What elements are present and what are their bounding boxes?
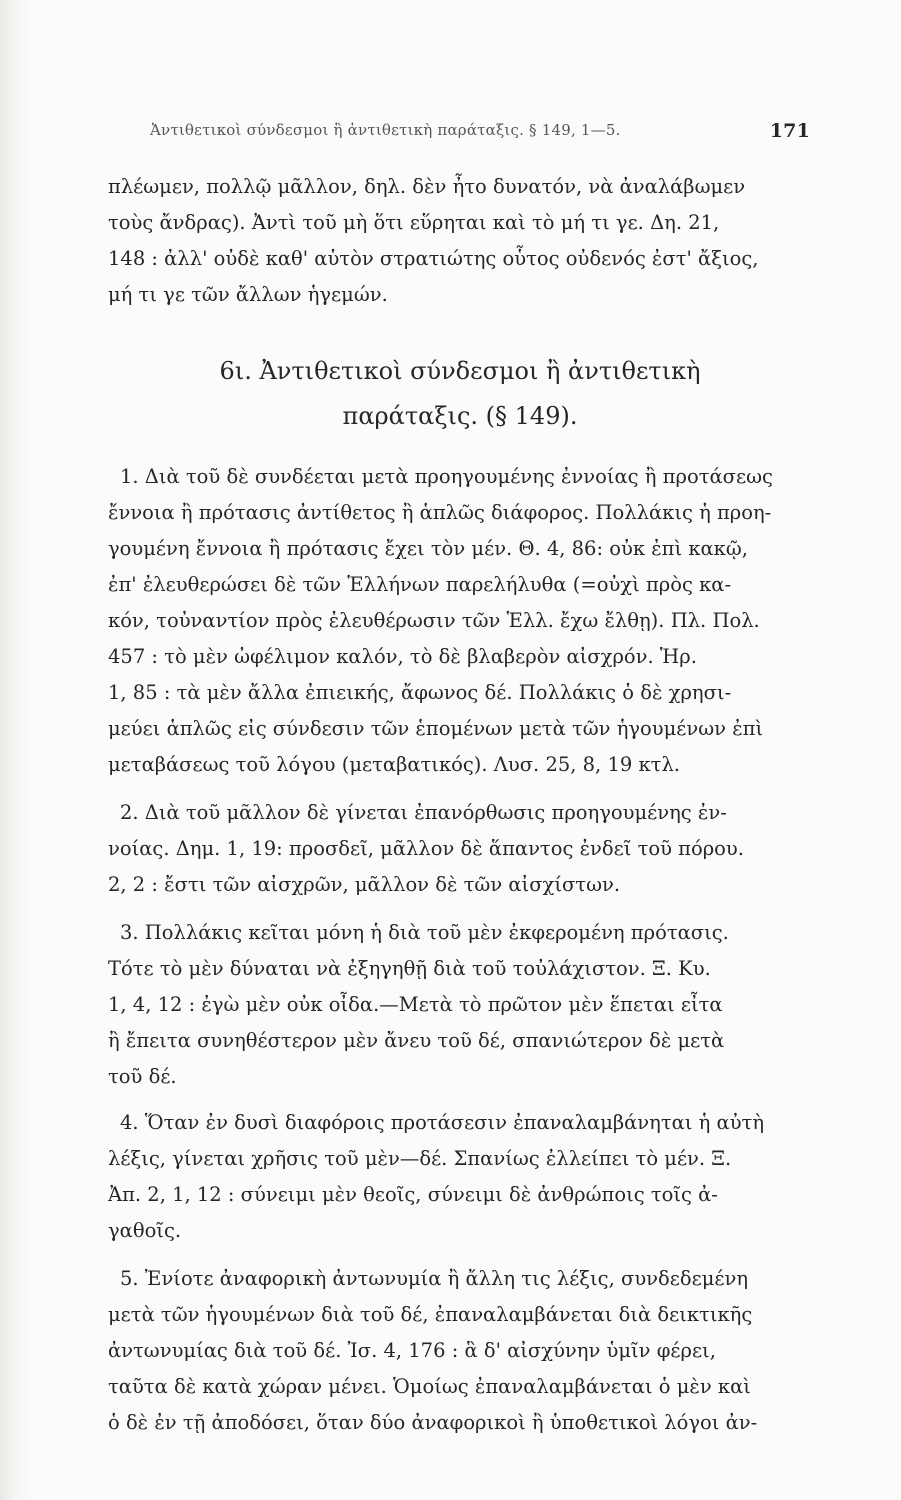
paragraph-1-line: 457 : τὸ μὲν ὠφέλιμον καλόν, τὸ δὲ βλαβερὸν αἰσχρόν. Ἡρ.: [108, 645, 697, 668]
section-heading-line-2: παράταξις. (§ 149).: [342, 402, 578, 430]
paragraph-5-line: ἀντωνυμίας διὰ τοῦ δέ. Ἰσ. 4, 176 : ἃ δ' αἰσχύνην ὑμῖν φέρει,: [108, 1339, 716, 1362]
paragraph-3-line: ἢ ἔπειτα συνηθέστερον μὲν ἄνευ τοῦ δέ, σπανιώτερον δὲ μετὰ: [108, 1029, 725, 1052]
paragraph-3-line: Τότε τὸ μὲν δύναται νὰ ἐξηγηθῇ διὰ τοῦ τοὐλάχιστον. Ξ. Κυ.: [108, 957, 711, 980]
paragraph-1-line: ἔννοια ἢ πρότασις ἀντίθετος ἢ ἁπλῶς διάφορος. Πολλάκις ἡ προη-: [108, 501, 772, 524]
paragraph-1-line: γουμένη ἔννοια ἢ πρότασις ἔχει τὸν μέν. Θ. 4, 86: οὐκ ἐπὶ κακῷ,: [108, 537, 748, 560]
paragraph-1-line: 1. Διὰ τοῦ δὲ συνδέεται μετὰ προηγουμένης ἐννοίας ἢ προτάσεως: [120, 465, 773, 488]
running-head: [150, 120, 810, 142]
text-line: 148 : ἀλλ' οὐδὲ καθ' αὑτὸν στρατιώτης οὗτος οὐδενός ἐστ' ἄξιος,: [108, 247, 759, 270]
paragraph-3-line: 1, 4, 12 : ἐγὼ μὲν οὐκ οἶδα.—Μετὰ τὸ πρῶτον μὲν ἕπεται εἶτα: [108, 993, 723, 1016]
paragraph-1-line: 1, 85 : τὰ μὲν ἄλλα ἐπιεικής, ἄφωνος δέ. Πολλάκις ὁ δὲ χρησι-: [108, 681, 732, 704]
paragraph-1-line: ἐπ' ἐλευθερώσει δὲ τῶν Ἑλλήνων παρελήλυθα (=οὐχὶ πρὸς κα-: [108, 573, 732, 596]
running-head-title: Ἀντιθετικοὶ σύνδεσμοι ἢ ἀντιθετικὴ παράταξις. § 149, 1—5.: [150, 121, 621, 139]
text-line: μή τι γε τῶν ἄλλων ἡγεμών.: [108, 283, 388, 306]
paragraph-2-line: νοίας. Δημ. 1, 19: προσδεῖ, μᾶλλον δὲ ἅπαντος ἐνδεῖ τοῦ πόρου.: [108, 837, 744, 860]
text-line: τοὺς ἄνδρας). Ἀντὶ τοῦ μὴ ὅτι εὕρηται καὶ τὸ μή τι γε. Δη. 21,: [108, 211, 720, 234]
paragraph-5-line: μετὰ τῶν ἡγουμένων διὰ τοῦ δέ, ἐπαναλαμβάνεται διὰ δεικτικῆς: [108, 1303, 753, 1326]
page-shadow-edge: [0, 0, 34, 1500]
paragraph-1-line: κόν, τοὐναντίον πρὸς ἐλευθέρωσιν τῶν Ἑλλ. ἔχω ἔλθῃ). Πλ. Πολ.: [108, 609, 760, 632]
page-number: 171: [769, 120, 810, 142]
paragraph-3-line: 3. Πολλάκις κεῖται μόνη ἡ διὰ τοῦ μὲν ἐκφερομένη πρότασις.: [120, 921, 729, 944]
paragraph-2-line: 2. Διὰ τοῦ μᾶλλον δὲ γίνεται ἐπανόρθωσις προηγουμένης ἐν-: [120, 801, 727, 824]
section-heading-line-1: 6ι. Ἀντιθετικοὶ σύνδεσμοι ἢ ἀντιθετικὴ: [219, 357, 701, 385]
paragraph-3-line: τοῦ δέ.: [108, 1065, 177, 1088]
paragraph-5-line: ταῦτα δὲ κατὰ χώραν μένει. Ὁμοίως ἐπαναλαμβάνεται ὁ μὲν καὶ: [108, 1375, 751, 1398]
paragraph-5-line: ὁ δὲ ἐν τῇ ἀποδόσει, ὅταν δύο ἀναφορικοὶ ἢ ὑποθετικοὶ λόγοι ἀν-: [108, 1411, 758, 1434]
paragraph-1-line: μεταβάσεως τοῦ λόγου (μεταβατικός). Λυσ. 25, 8, 19 κτλ.: [108, 753, 681, 776]
paragraph-4-line: 4. Ὅταν ἐν δυσὶ διαφόροις προτάσεσιν ἐπαναλαμβάνηται ἡ αὐτὴ: [120, 1111, 765, 1134]
paragraph-4-line: Ἀπ. 2, 1, 12 : σύνειμι μὲν θεοῖς, σύνειμι δὲ ἀνθρώποις τοῖς ἀ-: [108, 1183, 718, 1206]
paragraph-2-line: 2, 2 : ἔστι τῶν αἰσχρῶν, μᾶλλον δὲ τῶν αἰσχίστων.: [108, 873, 621, 896]
paragraph-1-line: μεύει ἁπλῶς εἰς σύνδεσιν τῶν ἑπομένων μετὰ τῶν ἡγουμένων ἐπὶ: [108, 717, 764, 740]
paragraph-4-line: γαθοῖς.: [108, 1219, 182, 1242]
paragraph-5-line: 5. Ἐνίοτε ἀναφορικὴ ἀντωνυμία ἢ ἄλλη τις λέξις, συνδεδεμένη: [120, 1267, 749, 1290]
paragraph-4-line: λέξις, γίνεται χρῆσις τοῦ μὲν—δέ. Σπανίως ἐλλείπει τὸ μέν. Ξ.: [108, 1147, 732, 1170]
text-line: πλέωμεν, πολλῷ μᾶλλον, δηλ. δὲν ἦτο δυνατόν, νὰ ἀναλάβωμεν: [108, 175, 746, 198]
